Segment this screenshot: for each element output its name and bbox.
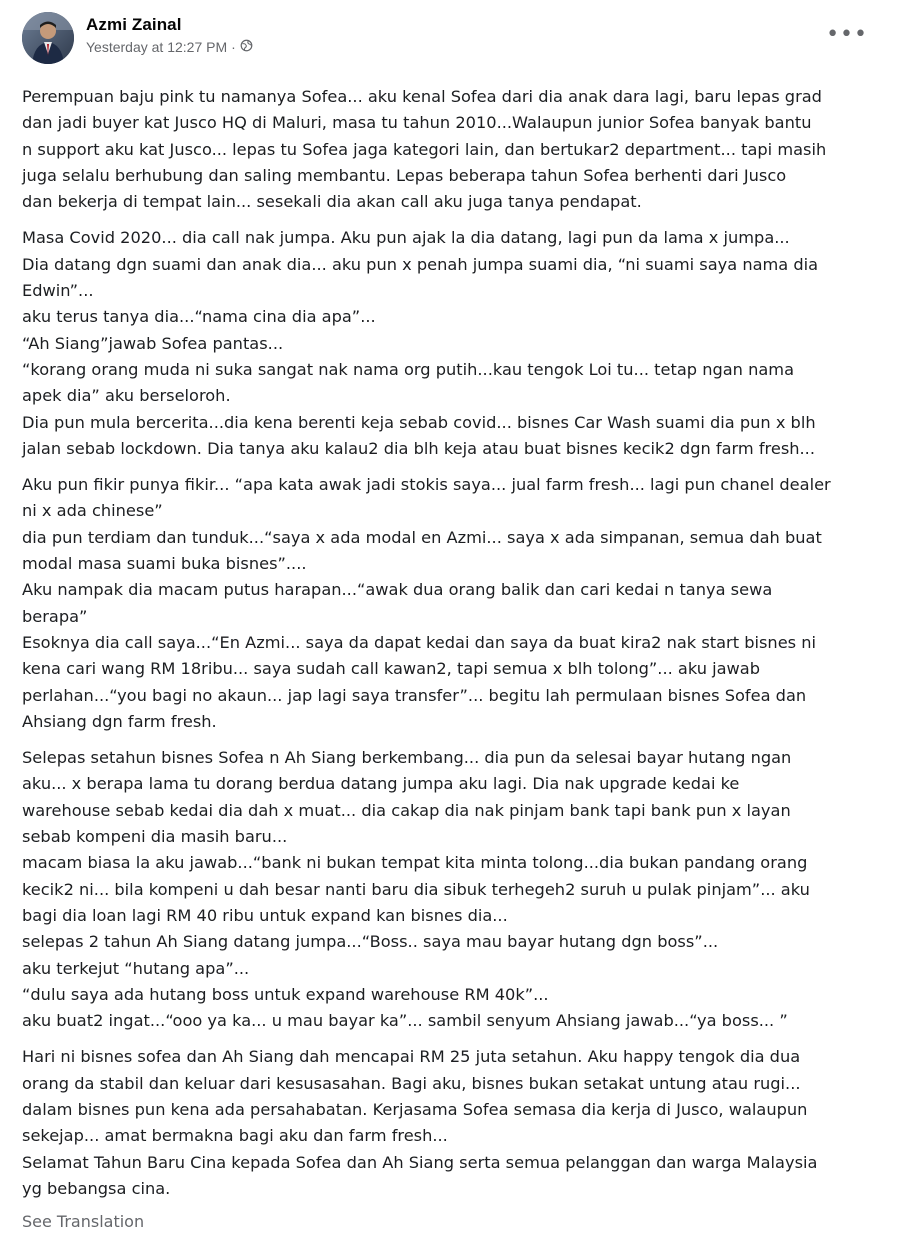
post-paragraph (22, 84, 882, 215)
post-text-line: ni x ada chinese” (22, 501, 163, 521)
post-text-line: dan jadi buyer kat Jusco HQ di Maluri, masa tu tahun 2010...Walaupun junior Sofea banyak bantu (22, 113, 812, 133)
post-text-line: Hari ni bisnes sofea dan Ah Siang dah mencapai RM 25 juta setahun. Aku happy tengok dia dua (22, 1047, 801, 1067)
post-text-line: selepas 2 tahun Ah Siang datang jumpa...“Boss.. saya mau bayar hutang dgn boss”... (22, 932, 719, 952)
post-text-line: berapa” (22, 606, 88, 626)
post-text-line: aku terus tanya dia...“nama cina dia apa”... (22, 307, 376, 327)
post-text-line: Dia pun mula bercerita...dia kena berenti keja sebab covid... bisnes Car Wash suami dia pun x blh (22, 412, 816, 432)
post-text-line: dalam bisnes pun kena ada persahabatan. Kerjasama Sofea semasa dia kerja di Jusco, walaupun (22, 1099, 808, 1119)
post-text-line: Selamat Tahun Baru Cina kepada Sofea dan Ah Siang serta semua pelanggan dan warga Malaysia (22, 1152, 818, 1172)
avatar-photo (22, 12, 74, 64)
post-text-line: kena cari wang RM 18ribu... saya sudah call kawan2, tapi semua x blh tolong”... aku jawab (22, 659, 761, 679)
post-text-line: sekejap... amat bermakna bagi aku dan farm fresh... (22, 1126, 448, 1146)
author-name[interactable]: Azmi Zainal (86, 15, 182, 34)
post-text-line: Aku pun fikir punya fikir... “apa kata awak jadi stokis saya... jual farm fresh... lagi pun chanel dealer (22, 475, 831, 495)
post-text-line: yg bebangsa cina. (22, 1178, 171, 1198)
post-text-line: modal masa suami buka bisnes”.... (22, 554, 307, 574)
more-options-icon[interactable]: ••• (826, 22, 868, 47)
post-paragraph (22, 1044, 882, 1202)
post-text-line: dia pun terdiam dan tunduk...“saya x ada modal en Azmi... saya x ada simpanan, semua dah buat (22, 527, 822, 547)
post-text-line: Ahsiang dgn farm fresh. (22, 711, 217, 731)
post-text-line: “Ah Siang”jawab Sofea pantas... (22, 333, 284, 353)
post-text-line: dan bekerja di tempat lain... sesekali dia akan call aku juga tanya pendapat. (22, 192, 642, 212)
post-subline (86, 39, 253, 55)
post-text-line: apek dia” aku berseloroh. (22, 386, 231, 406)
post-text-line: warehouse sebab kedai dia dah x muat... dia cakap dia nak pinjam bank tapi bank pun x layan (22, 800, 791, 820)
author-avatar[interactable] (22, 12, 74, 64)
post-text-line: aku terkejut “hutang apa”... (22, 958, 250, 978)
post-body (22, 84, 882, 1202)
post-text-line: aku... x berapa lama tu dorang berdua datang jumpa aku lagi. Dia nak upgrade kedai ke (22, 774, 740, 794)
post-paragraph (22, 472, 882, 735)
post-meta (86, 12, 253, 55)
post-text-line: Edwin”... (22, 281, 94, 301)
post-header (22, 12, 878, 76)
post-text-line: bagi dia loan lagi RM 40 ribu untuk expand kan bisnes dia... (22, 905, 508, 925)
post-paragraph (22, 745, 882, 1034)
post-text-line: sebab kompeni dia masih baru... (22, 827, 288, 847)
post-text-line: “korang orang muda ni suka sangat nak nama org putih...kau tengok Loi tu... tetap ngan nama (22, 359, 795, 379)
post-text-line: Dia datang dgn suami dan anak dia... aku pun x penah jumpa suami dia, “ni suami saya nama dia (22, 254, 819, 274)
post-paragraph (22, 225, 882, 462)
post-text-line: macam biasa la aku jawab...“bank ni bukan tempat kita minta tolong...dia bukan pandang orang (22, 853, 808, 873)
post-text-line: perlahan...“you bagi no akaun... jap lagi saya transfer”... begitu lah permulaan bisnes Sofea dan (22, 685, 807, 705)
post-text-line: Esoknya dia call saya...“En Azmi... saya da dapat kedai dan saya da buat kira2 nak start bisnes ni (22, 632, 817, 652)
post-text-line: kecik2 ni... bila kompeni u dah besar nanti baru dia sibuk terhegeh2 suruh u pulak pinjam”... aku (22, 879, 810, 899)
post-text-line: Aku nampak dia macam putus harapan...“awak dua orang balik dan cari kedai n tanya sewa (22, 580, 773, 600)
post-text-line: “dulu saya ada hutang boss untuk expand warehouse RM 40k”... (22, 984, 549, 1004)
globe-icon[interactable] (240, 39, 253, 55)
post-text-line: Perempuan baju pink tu namanya Sofea... aku kenal Sofea dari dia anak dara lagi, baru lepas grad (22, 87, 822, 106)
post-text-line: Masa Covid 2020... dia call nak jumpa. Aku pun ajak la dia datang, lagi pun da lama x jumpa... (22, 228, 790, 248)
post-text-line: orang da stabil dan keluar dari kesusasahan. Bagi aku, bisnes bukan setakat untung atau rugi... (22, 1073, 801, 1093)
post-text-line: jalan sebab lockdown. Dia tanya aku kalau2 dia blh keja atau buat bisnes kecik2 dgn farm fresh... (22, 438, 815, 458)
post-text-line: juga selalu berhubung dan saling membantu. Lepas beberapa tahun Sofea berhenti dari Jusco (22, 165, 787, 185)
post-text-line: n support aku kat Jusco... lepas tu Sofea jaga kategori lain, dan bertukar2 department... tapi masih (22, 139, 827, 159)
post-timestamp[interactable]: Yesterday at 12:27 PM (86, 39, 228, 55)
post-text-line: Selepas setahun bisnes Sofea n Ah Siang berkembang... dia pun da selesai bayar hutang ngan (22, 748, 792, 768)
post-text-line: aku buat2 ingat...“ooo ya ka... u mau bayar ka”... sambil senyum Ahsiang jawab...“ya boss... ” (22, 1011, 788, 1031)
meta-separator: · (231, 39, 236, 55)
see-translation-link[interactable]: See Translation (22, 1212, 145, 1232)
